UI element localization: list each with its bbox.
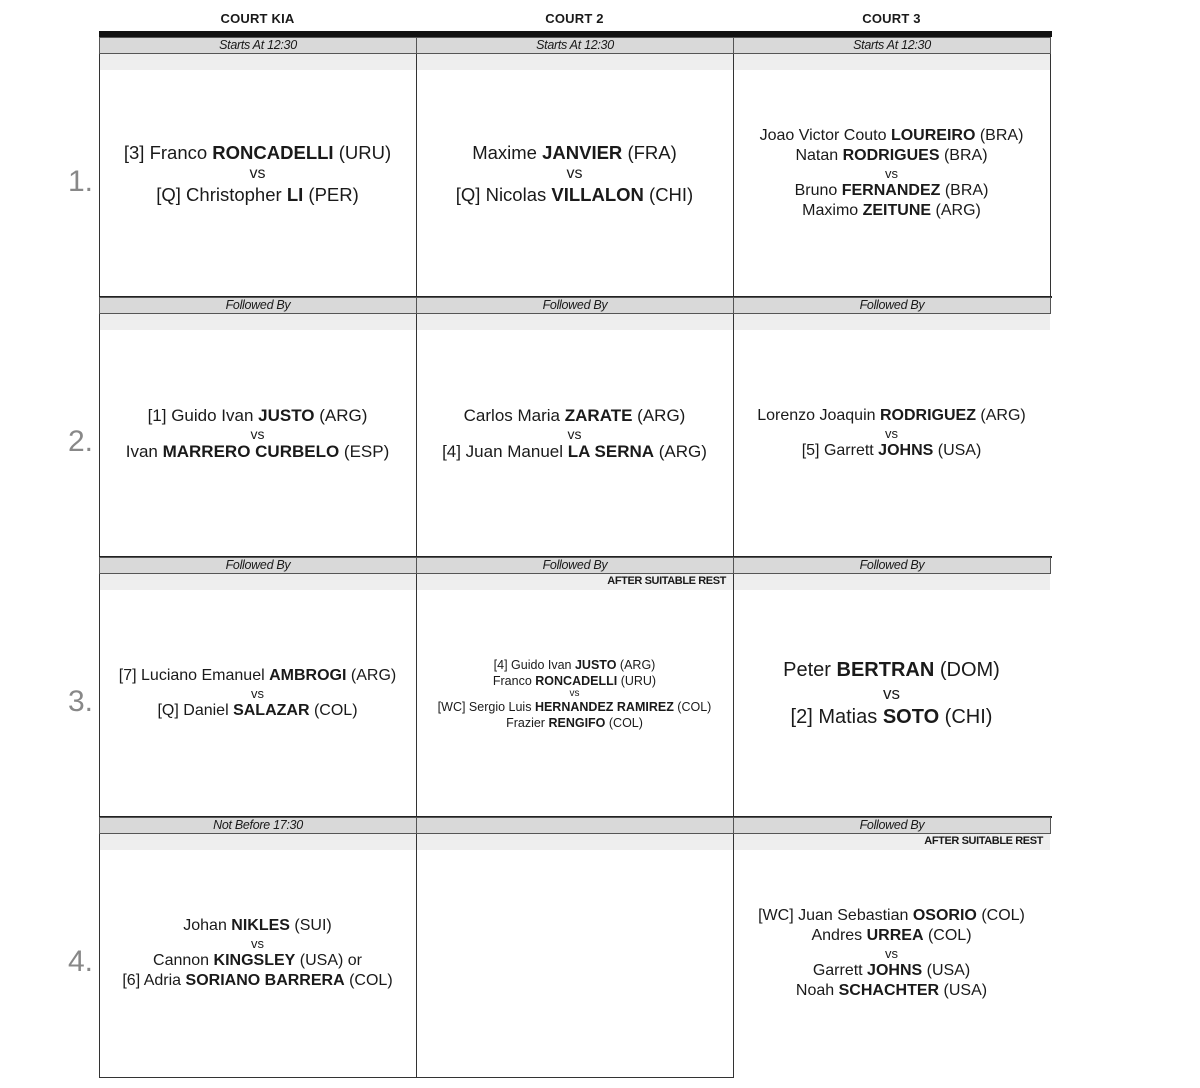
- player-country: (CHI): [643, 183, 694, 205]
- player-last-name: OSORIO: [912, 907, 977, 924]
- player-last-name: FERNANDEZ: [841, 182, 941, 199]
- player-name: [153, 951, 362, 971]
- player-name: [802, 201, 981, 221]
- time-band: Followed By: [99, 557, 417, 574]
- player-country: (SUI): [289, 917, 332, 934]
- order-of-play-grid: [99, 37, 1052, 1078]
- grid-line: [99, 1077, 733, 1078]
- player-country: (BRA): [940, 182, 989, 199]
- player-name: [783, 658, 1000, 682]
- player-last-name: SOTO: [882, 706, 940, 728]
- player-last-name: RONCADELLI: [535, 673, 618, 688]
- player-first-name: [Q] Daniel: [157, 702, 234, 719]
- time-band: Not Before 17:30: [99, 817, 417, 834]
- row-number: 4.: [68, 945, 94, 978]
- player-last-name: LI: [286, 183, 304, 205]
- player-country: (DOM): [934, 659, 1000, 681]
- player-first-name: [6] Adria: [122, 972, 186, 989]
- player-name: [760, 126, 1024, 146]
- player-last-name: BERTRAN: [836, 659, 935, 681]
- player-name: [811, 926, 971, 946]
- player-first-name: [4] Juan Manuel: [442, 441, 568, 461]
- player-first-name: [Q] Christopher: [156, 183, 287, 205]
- player-country: (BRA): [975, 127, 1024, 144]
- player-first-name: [1] Guido Ivan: [147, 405, 259, 425]
- player-name: [157, 701, 357, 721]
- versus-label: vs: [569, 687, 580, 699]
- player-name: [442, 442, 707, 462]
- row-number: 1.: [68, 165, 94, 198]
- court-header-3: COURT 3: [862, 11, 921, 26]
- player-name: [796, 981, 987, 1001]
- band-shade: [417, 834, 733, 850]
- player-last-name: SALAZAR: [233, 702, 310, 719]
- player-name: [122, 971, 392, 991]
- player-last-name: RODRIGUEZ: [879, 407, 976, 424]
- player-first-name: Peter: [783, 659, 837, 681]
- player-last-name: RONCADELLI: [212, 141, 334, 163]
- band-shade: [734, 314, 1050, 330]
- player-country: (ESP): [339, 441, 390, 461]
- court-header-2: COURT 2: [545, 11, 604, 26]
- player-first-name: Lorenzo Joaquin: [757, 407, 880, 424]
- band-shade: [734, 54, 1050, 70]
- match-cell: [99, 70, 416, 277]
- versus-label: vs: [567, 425, 582, 442]
- time-band: Followed By: [99, 297, 417, 314]
- player-last-name: MARRERO CURBELO: [162, 441, 340, 461]
- time-band: Followed By: [733, 817, 1051, 834]
- player-first-name: Franco: [492, 673, 536, 688]
- versus-label: vs: [883, 684, 900, 703]
- player-country: (USA): [933, 442, 982, 459]
- player-name: [791, 705, 993, 729]
- player-last-name: SORIANO BARRERA: [185, 972, 345, 989]
- player-name: [464, 406, 686, 426]
- versus-label: vs: [249, 164, 266, 182]
- player-last-name: NIKLES: [231, 917, 290, 934]
- time-band: Starts At 12:30: [99, 37, 417, 54]
- player-name: [758, 906, 1025, 926]
- player-last-name: KINGSLEY: [213, 952, 296, 969]
- time-band: Starts At 12:30: [733, 37, 1051, 54]
- time-band: [416, 817, 734, 834]
- player-name: [795, 181, 989, 201]
- player-country: (ARG): [654, 441, 707, 461]
- player-first-name: Bruno: [794, 182, 842, 199]
- match-cell: [416, 590, 733, 797]
- row-number: 2.: [68, 425, 94, 458]
- player-last-name: HERNANDEZ RAMIREZ: [534, 699, 674, 714]
- player-name: [126, 442, 390, 462]
- player-last-name: RENGIFO: [548, 715, 606, 730]
- player-name: [802, 441, 982, 461]
- player-name: [119, 666, 396, 686]
- time-band: Followed By: [416, 557, 734, 574]
- player-first-name: Maximo: [802, 202, 863, 219]
- player-first-name: [3] Franco: [123, 141, 213, 163]
- time-band: Followed By: [733, 297, 1051, 314]
- player-country: (URU): [617, 673, 657, 688]
- player-last-name: JOHNS: [878, 442, 934, 459]
- player-first-name: Cannon: [153, 952, 214, 969]
- match-cell: [99, 590, 416, 797]
- match-cell: [733, 70, 1050, 277]
- time-band: Followed By: [733, 557, 1051, 574]
- player-name: [438, 699, 712, 715]
- player-first-name: Andres: [811, 927, 867, 944]
- band-shade: [100, 834, 416, 850]
- player-first-name: [4] Guido Ivan: [493, 657, 575, 672]
- player-first-name: Frazier: [506, 715, 549, 730]
- player-last-name: JANVIER: [542, 141, 623, 163]
- player-last-name: LOUREIRO: [890, 127, 976, 144]
- player-country: (COL): [923, 927, 972, 944]
- player-first-name: Noah: [795, 982, 839, 999]
- versus-label: vs: [251, 686, 264, 701]
- player-first-name: Natan: [795, 147, 843, 164]
- time-band: Followed By: [416, 297, 734, 314]
- versus-label: vs: [251, 936, 264, 951]
- versus-label: vs: [885, 426, 898, 441]
- player-country: (ARG): [346, 667, 397, 684]
- player-first-name: [Q] Nicolas: [455, 183, 552, 205]
- player-name: [506, 715, 643, 731]
- player-country: (FRA): [622, 141, 677, 163]
- match-cell: [99, 850, 416, 1057]
- player-country: (USA): [922, 962, 971, 979]
- player-first-name: [5] Garrett: [801, 442, 879, 459]
- player-name: [493, 673, 656, 689]
- player-country: (COL): [673, 699, 712, 714]
- player-country: (ARG): [975, 407, 1026, 424]
- player-first-name: Carlos Maria: [463, 405, 565, 425]
- player-name: [124, 142, 391, 164]
- player-last-name: VILLALON: [551, 183, 644, 205]
- band-shade: [100, 54, 416, 70]
- player-last-name: JUSTO: [574, 657, 617, 672]
- player-first-name: [7] Luciano Emanuel: [118, 667, 270, 684]
- player-country: (COL): [309, 702, 358, 719]
- player-name: [795, 146, 987, 166]
- player-last-name: LA SERNA: [567, 441, 655, 461]
- player-name: [472, 142, 677, 164]
- match-cell: [416, 70, 733, 277]
- player-first-name: [WC] Juan Sebastian: [758, 907, 913, 924]
- player-last-name: URREA: [866, 927, 924, 944]
- match-cell: [733, 850, 1050, 1057]
- band-shade: [100, 574, 416, 590]
- player-name: [757, 406, 1026, 426]
- player-country: (USA): [939, 982, 988, 999]
- versus-label: vs: [885, 946, 898, 961]
- player-last-name: JOHNS: [867, 962, 923, 979]
- player-country: (PER): [303, 183, 359, 205]
- grid-line: [1050, 37, 1051, 297]
- match-cell: [416, 330, 733, 537]
- band-shade: [417, 314, 733, 330]
- match-cell: [99, 330, 416, 537]
- player-first-name: Joao Victor Couto: [759, 127, 891, 144]
- player-name: [183, 916, 332, 936]
- player-country: (COL): [344, 972, 393, 989]
- player-last-name: JUSTO: [258, 405, 315, 425]
- player-country: (ARG): [314, 405, 368, 425]
- after-suitable-rest-note: AFTER SUITABLE REST: [924, 835, 1043, 847]
- player-first-name: Maxime: [472, 141, 543, 163]
- player-first-name: Johan: [183, 917, 232, 934]
- row-number: 3.: [68, 685, 94, 718]
- grid-line: [1050, 276, 1051, 297]
- after-suitable-rest-note: AFTER SUITABLE REST: [607, 575, 726, 587]
- player-last-name: AMBROGI: [269, 667, 347, 684]
- player-country: (ARG): [931, 202, 981, 219]
- versus-label: vs: [885, 166, 898, 181]
- player-country: (COL): [605, 715, 643, 730]
- player-first-name: [2] Matias: [790, 706, 883, 728]
- player-name: [813, 961, 970, 981]
- player-country: (USA) or: [295, 952, 362, 969]
- player-country: (BRA): [939, 147, 988, 164]
- time-band: Starts At 12:30: [416, 37, 734, 54]
- player-country: (ARG): [616, 657, 656, 672]
- player-last-name: RODRIGUES: [842, 147, 940, 164]
- player-country: (CHI): [939, 706, 993, 728]
- player-last-name: ZEITUNE: [862, 202, 932, 219]
- player-first-name: [WC] Sergio Luis: [437, 699, 535, 714]
- court-header-kia: COURT KIA: [220, 11, 295, 26]
- match-cell: [733, 590, 1050, 797]
- band-shade: [734, 574, 1050, 590]
- player-country: (URU): [333, 141, 392, 163]
- player-name: [494, 657, 656, 673]
- versus-label: vs: [566, 164, 583, 182]
- player-name: [456, 184, 693, 206]
- band-shade: [417, 54, 733, 70]
- player-name: [148, 406, 368, 426]
- player-country: (COL): [976, 907, 1025, 924]
- player-first-name: Garrett: [812, 962, 868, 979]
- player-last-name: ZARATE: [564, 405, 633, 425]
- versus-label: vs: [250, 425, 265, 442]
- match-cell: [733, 330, 1050, 537]
- player-first-name: Ivan: [125, 441, 163, 461]
- player-country: (ARG): [632, 405, 686, 425]
- player-name: [156, 184, 359, 206]
- band-shade: [100, 314, 416, 330]
- player-last-name: SCHACHTER: [838, 982, 940, 999]
